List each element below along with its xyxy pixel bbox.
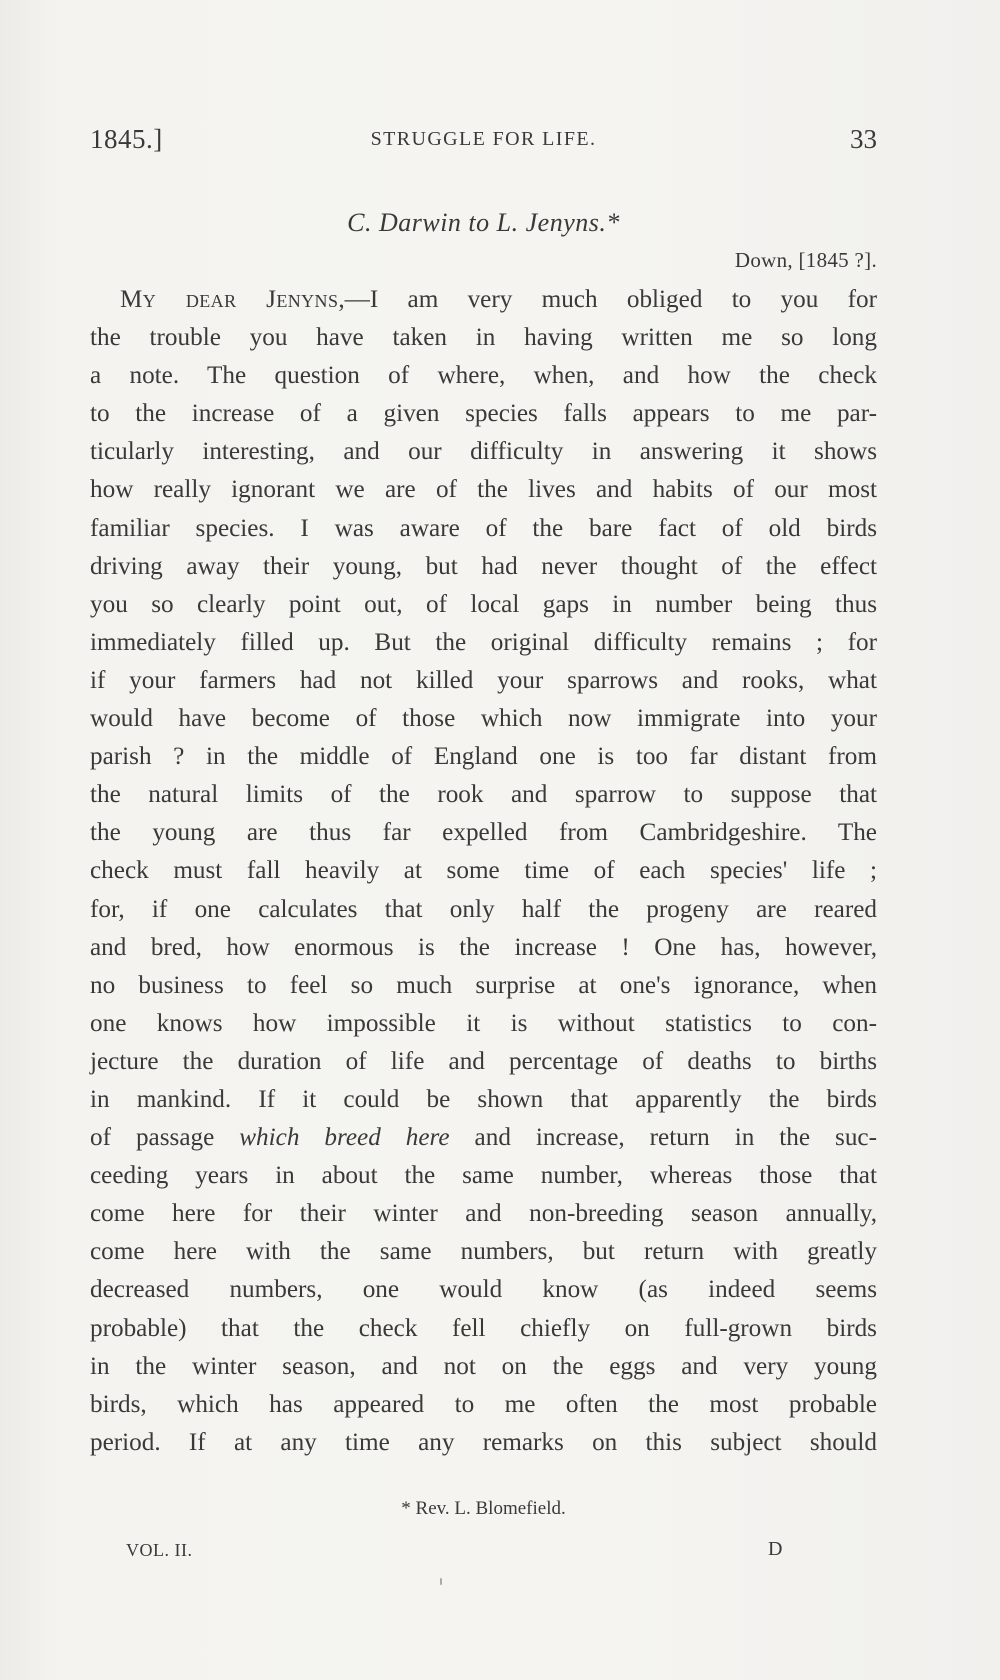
- text-line: [90, 510, 877, 548]
- letter-dateline: Down, [1845 ?].: [734, 248, 877, 272]
- text-segment: immediately filled up. But the original difficulty remains ; for: [90, 628, 877, 656]
- running-head-title: STRUGGLE FOR LIFE.: [370, 128, 597, 150]
- signature-volume: VOL. II.: [126, 1540, 193, 1560]
- text-segment: the trouble you have taken in having written me so long: [90, 324, 877, 352]
- text-line: [90, 1157, 877, 1195]
- text-line: [90, 471, 877, 509]
- text-line: [90, 548, 877, 586]
- footnote: * Rev. L. Blomefield.: [401, 1498, 566, 1519]
- text-segment: come here with the same numbers, but return with greatly: [90, 1238, 877, 1266]
- text-segment: for, if one calculates that only half the progeny are reared: [90, 895, 877, 923]
- text-segment: parish ? in the middle of England one is too far distant from: [90, 743, 877, 771]
- page-number: 33: [850, 124, 877, 154]
- text-line: [90, 586, 877, 624]
- salutation: My dear Jenyns: [120, 286, 339, 313]
- text-line: [90, 319, 877, 357]
- text-line: [90, 281, 877, 319]
- text-line: [90, 1005, 877, 1043]
- text-segment: and bred, how enormous is the increase ! One has, however,: [90, 933, 877, 961]
- text-line: [90, 1310, 877, 1348]
- text-line: [90, 700, 877, 738]
- text-segment: you so clearly point out, of local gaps in number being thus: [90, 590, 877, 618]
- text-segment: check must fall heavily at some time of each species' life ;: [90, 857, 877, 885]
- text-line: [90, 1386, 877, 1424]
- text-line: [90, 1233, 877, 1271]
- running-head: [90, 124, 877, 160]
- text-segment: ceeding years in about the same number, whereas those that: [90, 1162, 877, 1190]
- text-line: [90, 852, 877, 890]
- text-segment: how really ignorant we are of the lives and habits of our most: [90, 476, 877, 504]
- text-segment: would have become of those which now immigrate into your: [90, 705, 877, 733]
- text-line: [90, 662, 877, 700]
- text-segment: the natural limits of the rook and sparrow to suppose that: [90, 781, 877, 809]
- text-segment: jecture the duration of life and percentage of deaths to births: [90, 1047, 877, 1075]
- running-head-year: 1845.]: [90, 124, 163, 154]
- text-line: [90, 929, 877, 967]
- text-line: [90, 1119, 877, 1157]
- text-line: [90, 776, 877, 814]
- text-segment: decreased numbers, one would know (as indeed seems: [90, 1276, 877, 1304]
- italic-phrase: which breed here: [239, 1124, 450, 1152]
- text-line: [90, 738, 877, 776]
- text-line: [90, 395, 877, 433]
- text-line: [90, 1424, 877, 1462]
- text-segment: of passage: [90, 1124, 240, 1152]
- text-segment: in the winter season, and not on the eggs and very young: [90, 1352, 877, 1380]
- text-segment: and increase, return in the suc-: [449, 1124, 877, 1152]
- letter-body: [90, 281, 877, 1462]
- text-segment: familiar species. I was aware of the bare fact of old birds: [90, 514, 877, 542]
- text-segment: one knows how impossible it is without statistics to con-: [90, 1009, 877, 1037]
- text-segment: the young are thus far expelled from Cambridgeshire. The: [90, 819, 877, 847]
- text-line: [90, 891, 877, 929]
- text-segment: a note. The question of where, when, and how the check: [90, 362, 877, 390]
- text-segment: if your farmers had not killed your sparrows and rooks, what: [90, 666, 877, 694]
- text-segment: driving away their young, but had never thought of the effect: [90, 552, 877, 580]
- text-line: [90, 1195, 877, 1233]
- text-line: [90, 814, 877, 852]
- text-line: [90, 357, 877, 395]
- text-segment: probable) that the check fell chiefly on full-grown birds: [90, 1314, 877, 1342]
- text-line: [90, 624, 877, 662]
- text-line: [90, 967, 877, 1005]
- text-line: [90, 1271, 877, 1309]
- text-segment: ticularly interesting, and our difficulty in answering it shows: [90, 438, 877, 466]
- text-segment: in mankind. If it could be shown that apparently the birds: [90, 1085, 877, 1113]
- paper-speck: [440, 1578, 442, 1585]
- text-line: [90, 1043, 877, 1081]
- text-segment: period. If at any time any remarks on this subject should: [90, 1428, 877, 1456]
- text-segment: come here for their winter and non-breeding season annually,: [90, 1200, 877, 1228]
- signature-mark: D: [768, 1538, 783, 1560]
- text-line: [90, 1348, 877, 1386]
- text-segment: to the increase of a given species falls appears to me par-: [90, 400, 877, 428]
- text-line: [90, 433, 877, 471]
- letter-heading: C. Darwin to L. Jenyns.*: [347, 208, 620, 237]
- text-line: [90, 1081, 877, 1119]
- text-segment: ,—I am very much obliged to you for: [338, 286, 877, 313]
- text-segment: no business to feel so much surprise at one's ignorance, when: [90, 971, 877, 999]
- text-segment: birds, which has appeared to me often the most probable: [90, 1390, 877, 1418]
